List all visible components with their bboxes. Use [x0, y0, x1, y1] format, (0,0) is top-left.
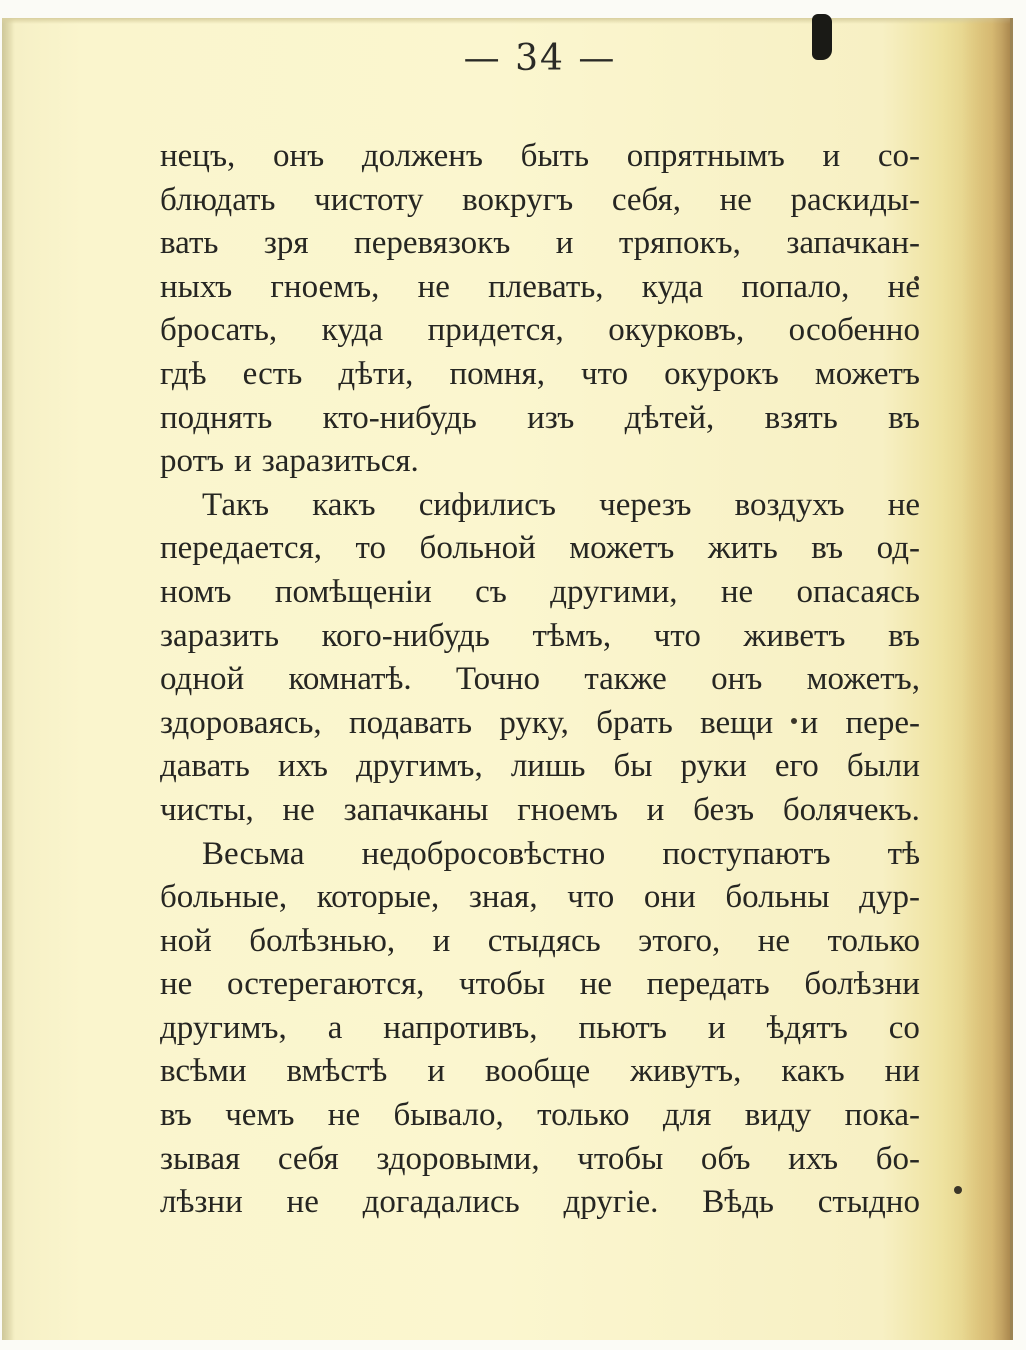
word: чисты,: [160, 791, 254, 828]
text-line: [160, 963, 920, 1007]
word: также: [584, 661, 667, 698]
word: не: [887, 486, 920, 523]
word: окурковъ,: [608, 312, 745, 349]
word: и: [646, 791, 665, 828]
word: руки: [680, 748, 747, 785]
word: гноемъ,: [270, 268, 380, 305]
word: догадались: [362, 1184, 520, 1221]
word: гноемъ: [517, 791, 618, 828]
word: ѣдятъ: [766, 1009, 848, 1046]
word: здороваясь,: [160, 704, 322, 741]
word: не: [286, 1184, 319, 1221]
text-line: [160, 876, 920, 920]
text-line: [160, 353, 920, 397]
word: что: [567, 879, 615, 916]
word: чемъ: [225, 1097, 295, 1134]
word: не: [579, 966, 613, 1003]
word: и: [432, 922, 451, 959]
word: они: [643, 879, 696, 916]
word: черезъ: [599, 486, 692, 523]
word: окурокъ: [664, 355, 779, 392]
word: объ: [700, 1140, 751, 1177]
word: и: [822, 138, 841, 174]
word: бо-: [875, 1140, 920, 1177]
word: долженъ: [361, 138, 483, 174]
word: давать: [160, 748, 250, 785]
page-number: — 34 —: [463, 38, 617, 79]
word: другимъ,: [355, 748, 483, 785]
word: стыдно: [817, 1184, 920, 1221]
word: ротъ: [160, 443, 225, 480]
word: тѣмъ,: [532, 617, 612, 654]
word: дѣти,: [338, 355, 414, 392]
word: кто-нибудь: [322, 399, 477, 436]
word: ни: [884, 1053, 920, 1090]
text-line: [160, 658, 920, 702]
word: со: [888, 1009, 920, 1046]
word: вать: [160, 225, 219, 262]
word: Точно: [455, 661, 541, 698]
text-line: [160, 833, 920, 877]
word: были: [846, 748, 920, 785]
word: запачканы: [343, 791, 489, 828]
word: не: [327, 1097, 361, 1134]
word: онъ: [272, 138, 325, 174]
word: зывая: [160, 1140, 241, 1177]
word: плевать,: [488, 268, 604, 305]
word: въ: [811, 530, 844, 567]
word: не: [887, 268, 920, 305]
word: поступаютъ: [662, 835, 831, 872]
text-line: [160, 1181, 920, 1225]
word: помня,: [449, 355, 545, 392]
word: Вѣдь: [702, 1184, 774, 1221]
text-line: [160, 527, 920, 571]
text-line: [160, 702, 920, 746]
text-line: [160, 135, 920, 179]
word: которые,: [316, 879, 440, 916]
word: вообще: [484, 1053, 591, 1090]
word: не: [282, 791, 315, 828]
word: особенно: [788, 312, 920, 349]
word: вмѣстѣ: [286, 1053, 388, 1090]
word: онъ: [711, 661, 763, 698]
word: поднять: [160, 399, 273, 436]
word: нецъ,: [160, 138, 236, 174]
word: жить: [707, 530, 778, 567]
word: бывало,: [393, 1097, 504, 1134]
word: зная,: [468, 879, 538, 916]
word: больны: [725, 879, 830, 916]
word: недобросовѣстно: [361, 835, 606, 872]
word: что: [581, 355, 629, 392]
text-line: [160, 484, 920, 528]
word: куда: [321, 312, 384, 349]
text-line: [160, 1138, 920, 1182]
word: чтобы: [577, 1140, 664, 1177]
word: можетъ,: [806, 661, 920, 698]
word: чтобы: [459, 966, 546, 1003]
word: изъ: [527, 399, 575, 436]
word: и: [555, 225, 574, 262]
word: и: [234, 443, 252, 480]
word: другимъ,: [160, 1009, 287, 1046]
word: его: [774, 748, 819, 785]
word: больные,: [160, 879, 288, 916]
text-line: [160, 309, 920, 353]
word: блюдать: [160, 181, 276, 218]
word: опасаясь: [796, 573, 920, 610]
word: лѣзни: [160, 1184, 243, 1221]
word: живутъ,: [630, 1053, 742, 1090]
word: и: [427, 1053, 445, 1090]
word: быть: [520, 138, 590, 174]
word: и: [707, 1009, 726, 1046]
word: куда: [641, 268, 704, 305]
word: ихъ: [277, 748, 328, 785]
word: дур-: [859, 879, 920, 916]
word: сифилисъ: [418, 486, 556, 523]
word: не: [719, 181, 752, 218]
word: другiе.: [563, 1184, 659, 1221]
word: не: [757, 922, 791, 959]
word: ныхъ: [160, 268, 233, 305]
text-line: [160, 1007, 920, 1051]
word: здоровыми,: [376, 1140, 540, 1177]
word: себя: [277, 1140, 339, 1177]
word: Весьма: [202, 835, 305, 872]
page-spine-shadow: [962, 18, 1010, 1340]
word: бы: [613, 748, 653, 785]
word: ной: [160, 922, 212, 959]
word: можетъ: [814, 355, 920, 392]
word: живетъ: [743, 617, 846, 654]
word: другими,: [550, 573, 678, 610]
page-text: [160, 135, 920, 1225]
word: вещи: [700, 704, 774, 741]
word: съ: [475, 573, 507, 610]
word: что: [653, 617, 701, 654]
word: не: [720, 573, 754, 610]
word: взять: [764, 399, 838, 436]
word: ихъ: [788, 1140, 839, 1177]
word: воздухъ: [734, 486, 845, 523]
word: придется,: [427, 312, 564, 349]
page-left-shadow: [2, 18, 14, 1340]
word: номъ: [160, 573, 232, 610]
text-line: [160, 789, 920, 833]
word: стыдясь: [487, 922, 601, 959]
text-line: [160, 745, 920, 789]
word: какъ: [312, 486, 376, 523]
word: со-: [877, 138, 920, 174]
word: больной: [419, 530, 536, 567]
word: бросать,: [160, 312, 278, 349]
word: пере-: [845, 704, 920, 741]
text-line: [160, 397, 920, 441]
word: болячекъ.: [782, 791, 920, 828]
word: только: [827, 922, 920, 959]
word: то: [355, 530, 387, 567]
word: гдѣ: [160, 355, 207, 392]
word: лишь: [510, 748, 586, 785]
word: болѣзни: [804, 966, 920, 1003]
word: тряпокъ,: [618, 225, 741, 262]
word: и: [800, 704, 819, 741]
word: въ: [888, 399, 920, 436]
word: не: [160, 966, 193, 1003]
word: пока-: [844, 1097, 920, 1134]
word: подавать: [348, 704, 473, 741]
word: себя,: [611, 181, 681, 218]
word: есть: [242, 355, 303, 392]
word: кого-нибудь: [321, 617, 490, 654]
word: тѣ: [887, 835, 920, 872]
word: болѣзнью,: [249, 922, 396, 959]
word: напротивъ,: [383, 1009, 538, 1046]
word: какъ: [781, 1053, 845, 1090]
word: чистоту: [314, 181, 424, 218]
ink-speck: [954, 1186, 962, 1194]
word: этого,: [638, 922, 721, 959]
word: пьютъ: [578, 1009, 667, 1046]
word: опрятнымъ: [626, 138, 785, 174]
word: въ: [160, 1097, 192, 1134]
word: передается,: [160, 530, 323, 567]
word: остерегаются,: [226, 966, 425, 1003]
word: виду: [744, 1097, 812, 1134]
page-top-edge: [2, 18, 1010, 24]
text-line: [160, 440, 920, 484]
word: въ: [888, 617, 920, 654]
text-line: [160, 1094, 920, 1138]
text-line: [160, 222, 920, 266]
word: можетъ: [569, 530, 675, 567]
word: перевязокъ: [354, 225, 511, 262]
word: зря: [263, 225, 309, 262]
text-line: [160, 615, 920, 659]
text-line: [160, 1050, 920, 1094]
word: раскиды-: [790, 181, 920, 218]
word: од-: [876, 530, 920, 567]
text-line: [160, 920, 920, 964]
word: а: [327, 1009, 343, 1046]
word: вокругъ: [462, 181, 574, 218]
word: брать: [596, 704, 673, 741]
word: не: [417, 268, 450, 305]
word: запачкан-: [786, 225, 920, 262]
word: безъ: [693, 791, 755, 828]
word: одной: [160, 661, 245, 698]
word: комнатѣ.: [288, 661, 412, 698]
text-line: [160, 179, 920, 223]
word: помѣщенiи: [274, 573, 432, 610]
word: попало,: [741, 268, 850, 305]
word: дѣтей,: [624, 399, 715, 436]
word: всѣми: [160, 1053, 247, 1090]
word: заразить: [160, 617, 279, 654]
word: только: [537, 1097, 630, 1134]
text-line: [160, 266, 920, 310]
text-line: [160, 571, 920, 615]
word: руку,: [499, 704, 569, 741]
word: передать: [646, 966, 770, 1003]
word: заразиться.: [261, 443, 419, 480]
word: Такъ: [202, 486, 270, 523]
word: для: [662, 1097, 712, 1134]
